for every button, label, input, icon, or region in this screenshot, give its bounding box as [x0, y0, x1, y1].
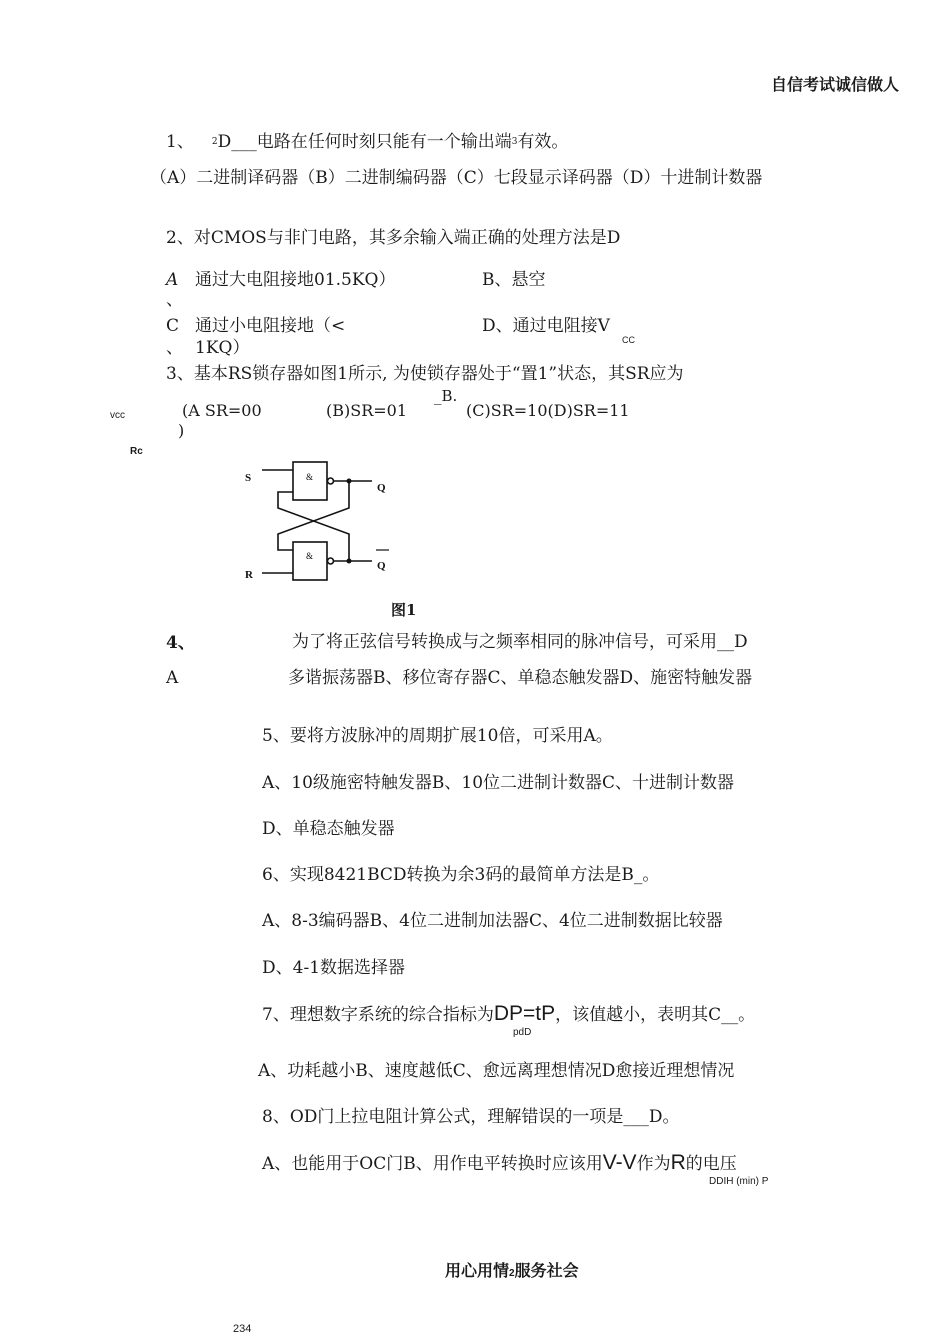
question-4-options: 多谐振荡器B、移位寄存器C、单稳态触发器D、施密特触发器 — [288, 668, 753, 688]
question-6-options-1: A、8-3编码器B、4位二进制加法器C、4位二进制数据比较器 — [262, 911, 723, 931]
footer-right: 服务社会 — [514, 1263, 579, 1280]
question-1-superscript: 2 — [211, 137, 218, 147]
question-8-as: 作为 — [636, 1154, 671, 1174]
question-6-stem: 6、实现8421BCD转换为余3码的最简单方法是B_。 — [262, 865, 660, 885]
question-3-blank: _B. — [434, 387, 458, 405]
question-8-subscript: DDIH (min) P — [709, 1176, 769, 1187]
question-7-options: A、功耗越小B、速度越低C、愈远离理想情况D愈接近理想情况 — [258, 1061, 735, 1081]
question-7-formula: DP=tP — [493, 1002, 556, 1025]
gate-bottom-symbol: & — [306, 551, 314, 561]
question-5-options-1: A、10级施密特触发器B、10位二进制计数器C、十进制计数器 — [262, 773, 735, 793]
question-5-stem: 5、要将方波脉冲的周期扩展10倍，可采用A。 — [262, 726, 613, 746]
qbar-label: Q — [377, 560, 386, 572]
question-5-options-2: D、单稳态触发器 — [262, 819, 395, 839]
question-1-stem — [166, 132, 568, 152]
question-8-stem: 8、OD门上拉电阻计算公式，理解错误的一项是___D。 — [262, 1107, 680, 1127]
question-2-option-b: B、悬空 — [482, 270, 546, 290]
s-label: S — [245, 472, 252, 484]
nand-gate-bottom — [293, 542, 327, 580]
question-3-option-a-paren: ) — [178, 421, 185, 440]
rs-latch-diagram — [236, 456, 406, 588]
question-8-r: R — [670, 1151, 686, 1174]
question-8-voltage: 的电压 — [685, 1154, 737, 1174]
question-7-stem-a: 7、理想数字系统的综合指标为 — [262, 1005, 494, 1025]
question-1-number: 1、 — [166, 132, 194, 152]
question-4-number: 4、 — [166, 633, 195, 653]
question-2-option-d-subscript: CC — [622, 335, 635, 345]
question-8-option-a: A、也能用于OC门B、用作电平转换时应该用 — [262, 1154, 603, 1174]
question-3-option-a: (A SR=00 — [182, 401, 262, 420]
page-footer — [445, 1258, 579, 1281]
question-1-text-a: D___电路在任何时刻只能有一个输出端 — [217, 132, 512, 152]
question-2-option-a-text: 通过大电阻接地01.5KQ） — [195, 270, 396, 290]
question-1-options: （A）二进制译码器（B）二进制编码器（C）七段显示译码器（D）十进制计数器 — [150, 168, 763, 188]
question-2-option-d: D、通过电阻接V — [482, 316, 610, 336]
question-8-formula: V-V — [602, 1151, 637, 1174]
question-7-stem — [262, 1004, 755, 1025]
nand-gate-bottom-bubble — [328, 558, 334, 564]
question-3-stem: 3、基本RS锁存器如图1所示, 为使锁存器处于“置1”状态，其SR应为 — [166, 364, 684, 384]
question-1-superscript-2: 3 — [511, 137, 518, 147]
question-8-options — [262, 1153, 737, 1174]
question-2-option-c-label: C — [166, 316, 180, 336]
question-2-option-c-text-2: 1KQ） — [195, 338, 250, 358]
question-7-subscript: pdD — [513, 1027, 532, 1038]
vcc-label: vcc — [110, 410, 125, 421]
gate-top-symbol: & — [306, 472, 314, 482]
page-header: 自信考试诚信做人 — [771, 77, 900, 94]
junction-dot-qbar — [347, 559, 352, 564]
question-4-stem: 为了将正弦信号转换成与之频率相同的脉冲信号，可采用__D — [292, 632, 748, 652]
figure-1-caption: 图1 — [391, 601, 417, 619]
question-1-text-b: 有效。 — [517, 132, 569, 152]
question-6-options-2: D、4-1数据选择器 — [262, 958, 406, 978]
page-number: 234 — [233, 1323, 252, 1335]
question-2-option-c-comma: 、 — [166, 338, 183, 358]
question-3-option-cd: (C)SR=10(D)SR=11 — [466, 401, 630, 420]
question-7-stem-b: ，该值越小，表明其C__。 — [555, 1005, 756, 1025]
question-2-option-a-label: A — [166, 270, 179, 290]
footer-left: 用心用情 — [445, 1263, 510, 1280]
nand-gate-top-bubble — [328, 478, 334, 484]
question-2-stem: 2、对CMOS与非门电路，其多余输入端正确的处理方法是D — [166, 228, 621, 248]
footer-sub: 2 — [509, 1268, 515, 1279]
junction-dot-q — [347, 479, 352, 484]
question-3-option-b: (B)SR=01 — [326, 401, 408, 420]
r-label: R — [245, 569, 253, 581]
question-4-option-a-label: A — [166, 668, 179, 688]
q-label: Q — [377, 482, 386, 494]
question-2-option-c-text: 通过小电阻接地（< — [195, 316, 346, 336]
rc-label: Rc — [130, 446, 143, 457]
question-2-option-a-comma: 、 — [166, 290, 183, 310]
